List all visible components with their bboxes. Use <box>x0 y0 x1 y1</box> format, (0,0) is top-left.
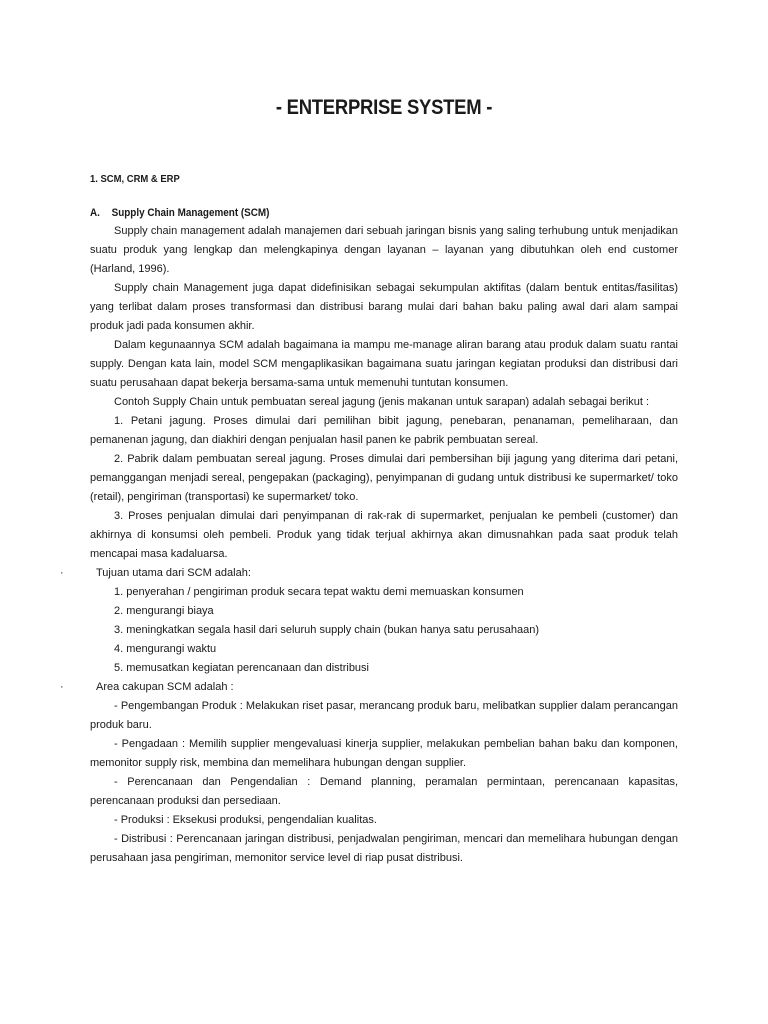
scope-item-product-development: - Pengembangan Produk : Melakukan riset pasar, merancang produk baru, melibatkan supplier dalam perancangan produk baru. <box>90 700 678 731</box>
scope-item-production: - Produksi : Eksekusi produksi, pengendalian kualitas. <box>114 814 377 826</box>
goal-item: 2. mengurangi biaya <box>114 605 214 617</box>
section-heading: 1. SCM, CRM & ERP <box>90 173 180 185</box>
goals-heading <box>60 564 678 583</box>
goals-heading-text: Tujuan utama dari SCM adalah: <box>96 567 251 579</box>
goal-item: 5. memusatkan kegiatan perencanaan dan distribusi <box>114 662 369 674</box>
goal-item: 4. mengurangi waktu <box>114 643 217 655</box>
paragraph-example-1: 1. Petani jagung. Proses dimulai dari pemilihan bibit jagung, penebaran, penanaman, pemeliharaan, dan pemanenan jagung, dan diakhiri dengan penjualan hasil panen ke pabrik pembuatan sereal. <box>90 415 678 446</box>
goal-item: 3. meningkatkan segala hasil dari seluruh supply chain (bukan hanya satu perusahaan) <box>114 624 539 636</box>
bullet-icon: · <box>60 681 64 693</box>
paragraph-example-2: 2. Pabrik dalam pembuatan sereal jagung. Proses dimulai dari pembersihan biji jagung yang diterima dari petani, pemanggangan menjadi sereal, pengepakan (packaging), penyimpanan di gudang untuk distribusi ke supermarket/ toko (retail), pengiriman (transportasi) ke supermarket/ toko. <box>90 453 678 503</box>
paragraph-example-intro: Contoh Supply Chain untuk pembuatan sereal jagung (jenis makanan untuk sarapan) adalah sebagai berikut : <box>114 396 650 408</box>
subsection-heading <box>90 207 269 219</box>
subsection-label: Supply Chain Management (SCM) <box>111 207 270 219</box>
scope-heading <box>60 678 678 697</box>
document-title: - ENTERPRISE SYSTEM - <box>275 96 493 119</box>
paragraph-example-3: 3. Proses penjualan dimulai dari penyimpanan di rak-rak di supermarket, penjualan ke pembeli (customer) dan akhirnya di konsumsi oleh pembeli. Produk yang tidak terjual akhirnya akan dimusnahkan pada saat produk telah mencapai masa kadaluarsa. <box>90 510 678 560</box>
subsection-letter: A. <box>90 207 100 219</box>
scope-item-distribution: - Distribusi : Perencanaan jaringan distribusi, penjadwalan pengiriman, mencari dan memelihara hubungan dengan perusahaan jasa pengiriman, memonitor service level di riap pusat distribusi. <box>90 833 678 864</box>
paragraph-usage: Dalam kegunaannya SCM adalah bagaimana ia mampu me-manage aliran barang atau produk dalam suatu rantai supply. Dengan kata lain, model SCM mengaplikasikan bagaimana suatu jaringan kegiatan produksi dan distribusi dari suatu perusahaan dapat bekerja bersama-sama untuk memenuhi tuntutan konsumen. <box>90 339 678 389</box>
bullet-icon: · <box>60 567 64 579</box>
document-body <box>60 222 678 868</box>
scope-item-planning-control: - Perencanaan dan Pengendalian : Demand planning, peramalan permintaan, perencanaan kapasitas, perencanaan produksi dan persediaan. <box>90 776 678 807</box>
paragraph-definition: Supply chain management adalah manajemen dari sebuah jaringan bisnis yang saling terhubung untuk menjadikan suatu produk yang lengkap dan melengkapinya dengan layanan – layanan yang dibutuhkan oleh end customer (Harland, 1996). <box>90 225 678 275</box>
goal-item: 1. penyerahan / pengiriman produk secara tepat waktu demi memuaskan konsumen <box>114 586 524 598</box>
scope-item-procurement: - Pengadaan : Memilih supplier mengevaluasi kinerja supplier, melakukan pembelian bahan baku dan komponen, memonitor supply risk, membina dan memelihara hubungan dengan supplier. <box>90 738 678 769</box>
scope-heading-text: Area cakupan SCM adalah : <box>96 681 234 693</box>
paragraph-definition-2: Supply chain Management juga dapat didefinisikan sebagai sekumpulan aktifitas (dalam bentuk entitas/fasilitas) yang terlibat dalam proses transformasi dan distribusi barang mulai dari bahan baku paling awal dari alam sampai produk jadi pada konsumen akhir. <box>90 282 678 332</box>
